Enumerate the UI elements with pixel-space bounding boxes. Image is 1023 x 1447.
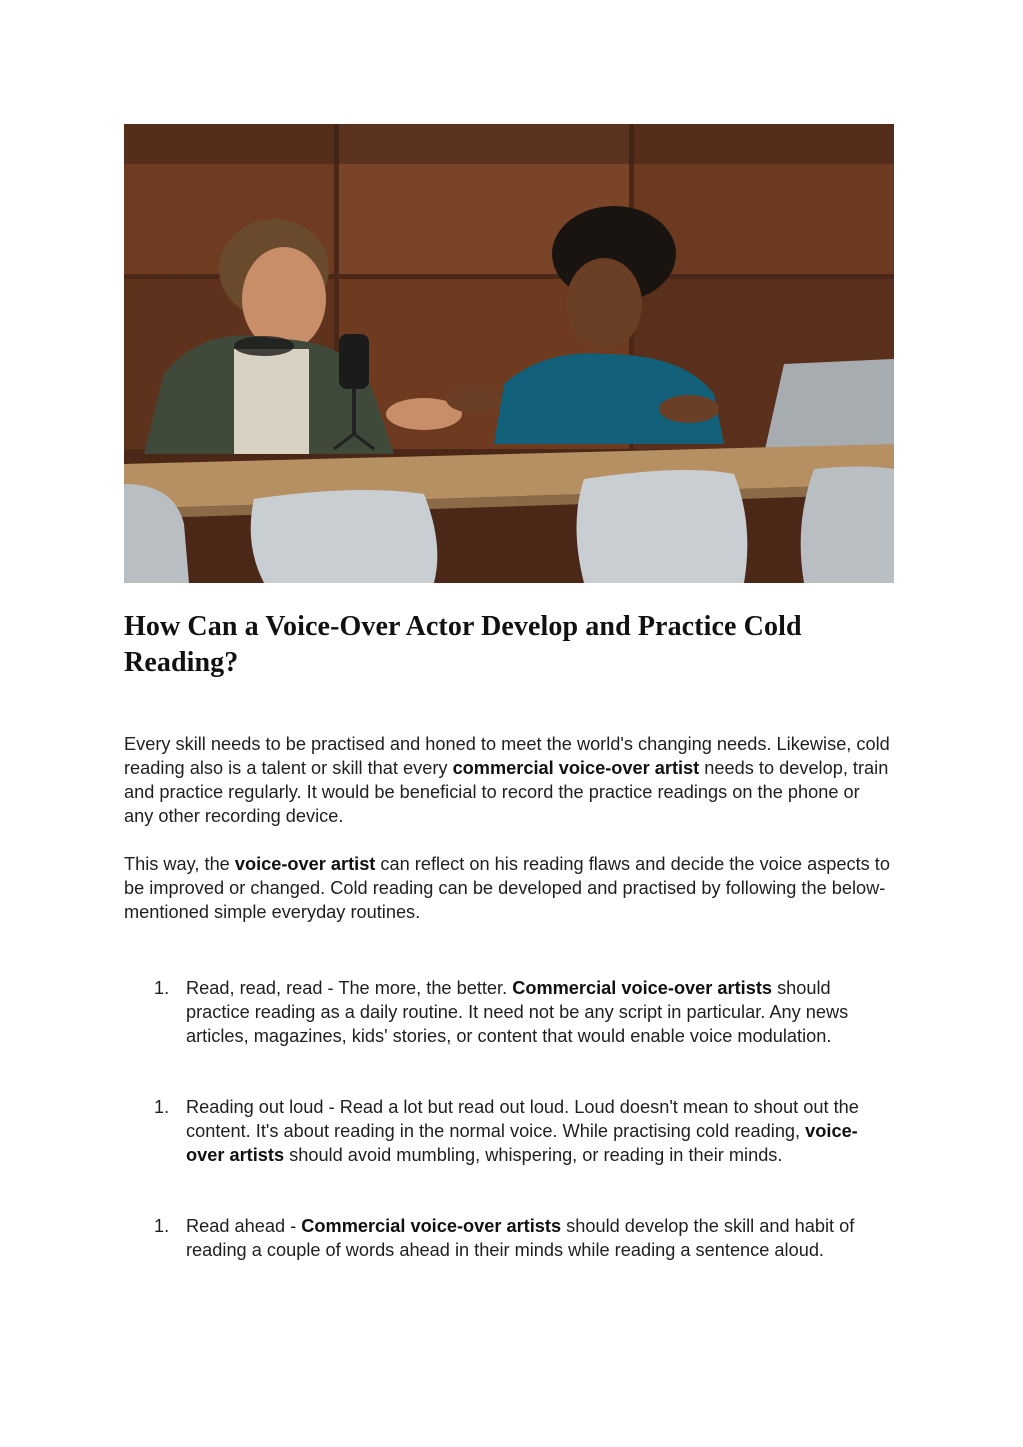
bold-keyword: voice-over artists — [186, 1121, 858, 1165]
text-segment: Reading out loud - Read a lot but read out loud. Loud doesn't mean to shout out the content. It's about reading in the normal voice. While practising cold reading, — [186, 1097, 859, 1141]
intro-paragraph — [124, 732, 894, 828]
text-segment: should practice reading as a daily routine. It need not be any script in particular. Any news articles, magazines, kids' stories, or content that would enable voice modulation. — [186, 978, 849, 1046]
text-segment: Every skill needs to be practised and honed to meet the world's changing needs. Likewise, cold reading also is a talent or skill that every — [124, 734, 890, 778]
bold-keyword: Commercial voice-over artists — [512, 978, 773, 998]
list-item — [124, 1214, 894, 1262]
bold-keyword: voice-over artist — [234, 854, 376, 874]
routine-list — [124, 976, 894, 1262]
text-segment: can reflect on his reading flaws and decide the voice aspects to be improved or changed. Cold reading can be developed and practised by following the below-mentioned simple everyday routines. — [124, 854, 890, 922]
hero-photo — [124, 124, 894, 583]
text-segment: should develop the skill and habit of reading a couple of words ahead in their minds while reading a sentence aloud. — [186, 1216, 855, 1260]
bold-keyword: Commercial voice-over artists — [301, 1216, 562, 1236]
text-segment: needs to develop, train and practice regularly. It would be beneficial to record the practice readings on the phone or any other recording device. — [124, 758, 889, 826]
text-segment: Read ahead - — [186, 1216, 302, 1236]
text-segment: should avoid mumbling, whispering, or reading in their minds. — [284, 1145, 783, 1165]
document-page — [124, 124, 894, 1262]
list-number: 1. — [154, 1097, 170, 1117]
text-segment: Read, read, read - The more, the better. — [186, 978, 513, 998]
list-number: 1. — [154, 1216, 170, 1236]
list-number: 1. — [154, 978, 170, 998]
second-paragraph — [124, 852, 894, 924]
bold-keyword: commercial voice-over artist — [452, 758, 700, 778]
article-title: How Can a Voice-Over Actor Develop and Practice Cold Reading? — [124, 611, 802, 678]
text-segment: This way, the — [124, 854, 235, 874]
podcast-scene-illustration — [124, 124, 894, 583]
list-item — [124, 976, 894, 1048]
list-item — [124, 1095, 894, 1167]
